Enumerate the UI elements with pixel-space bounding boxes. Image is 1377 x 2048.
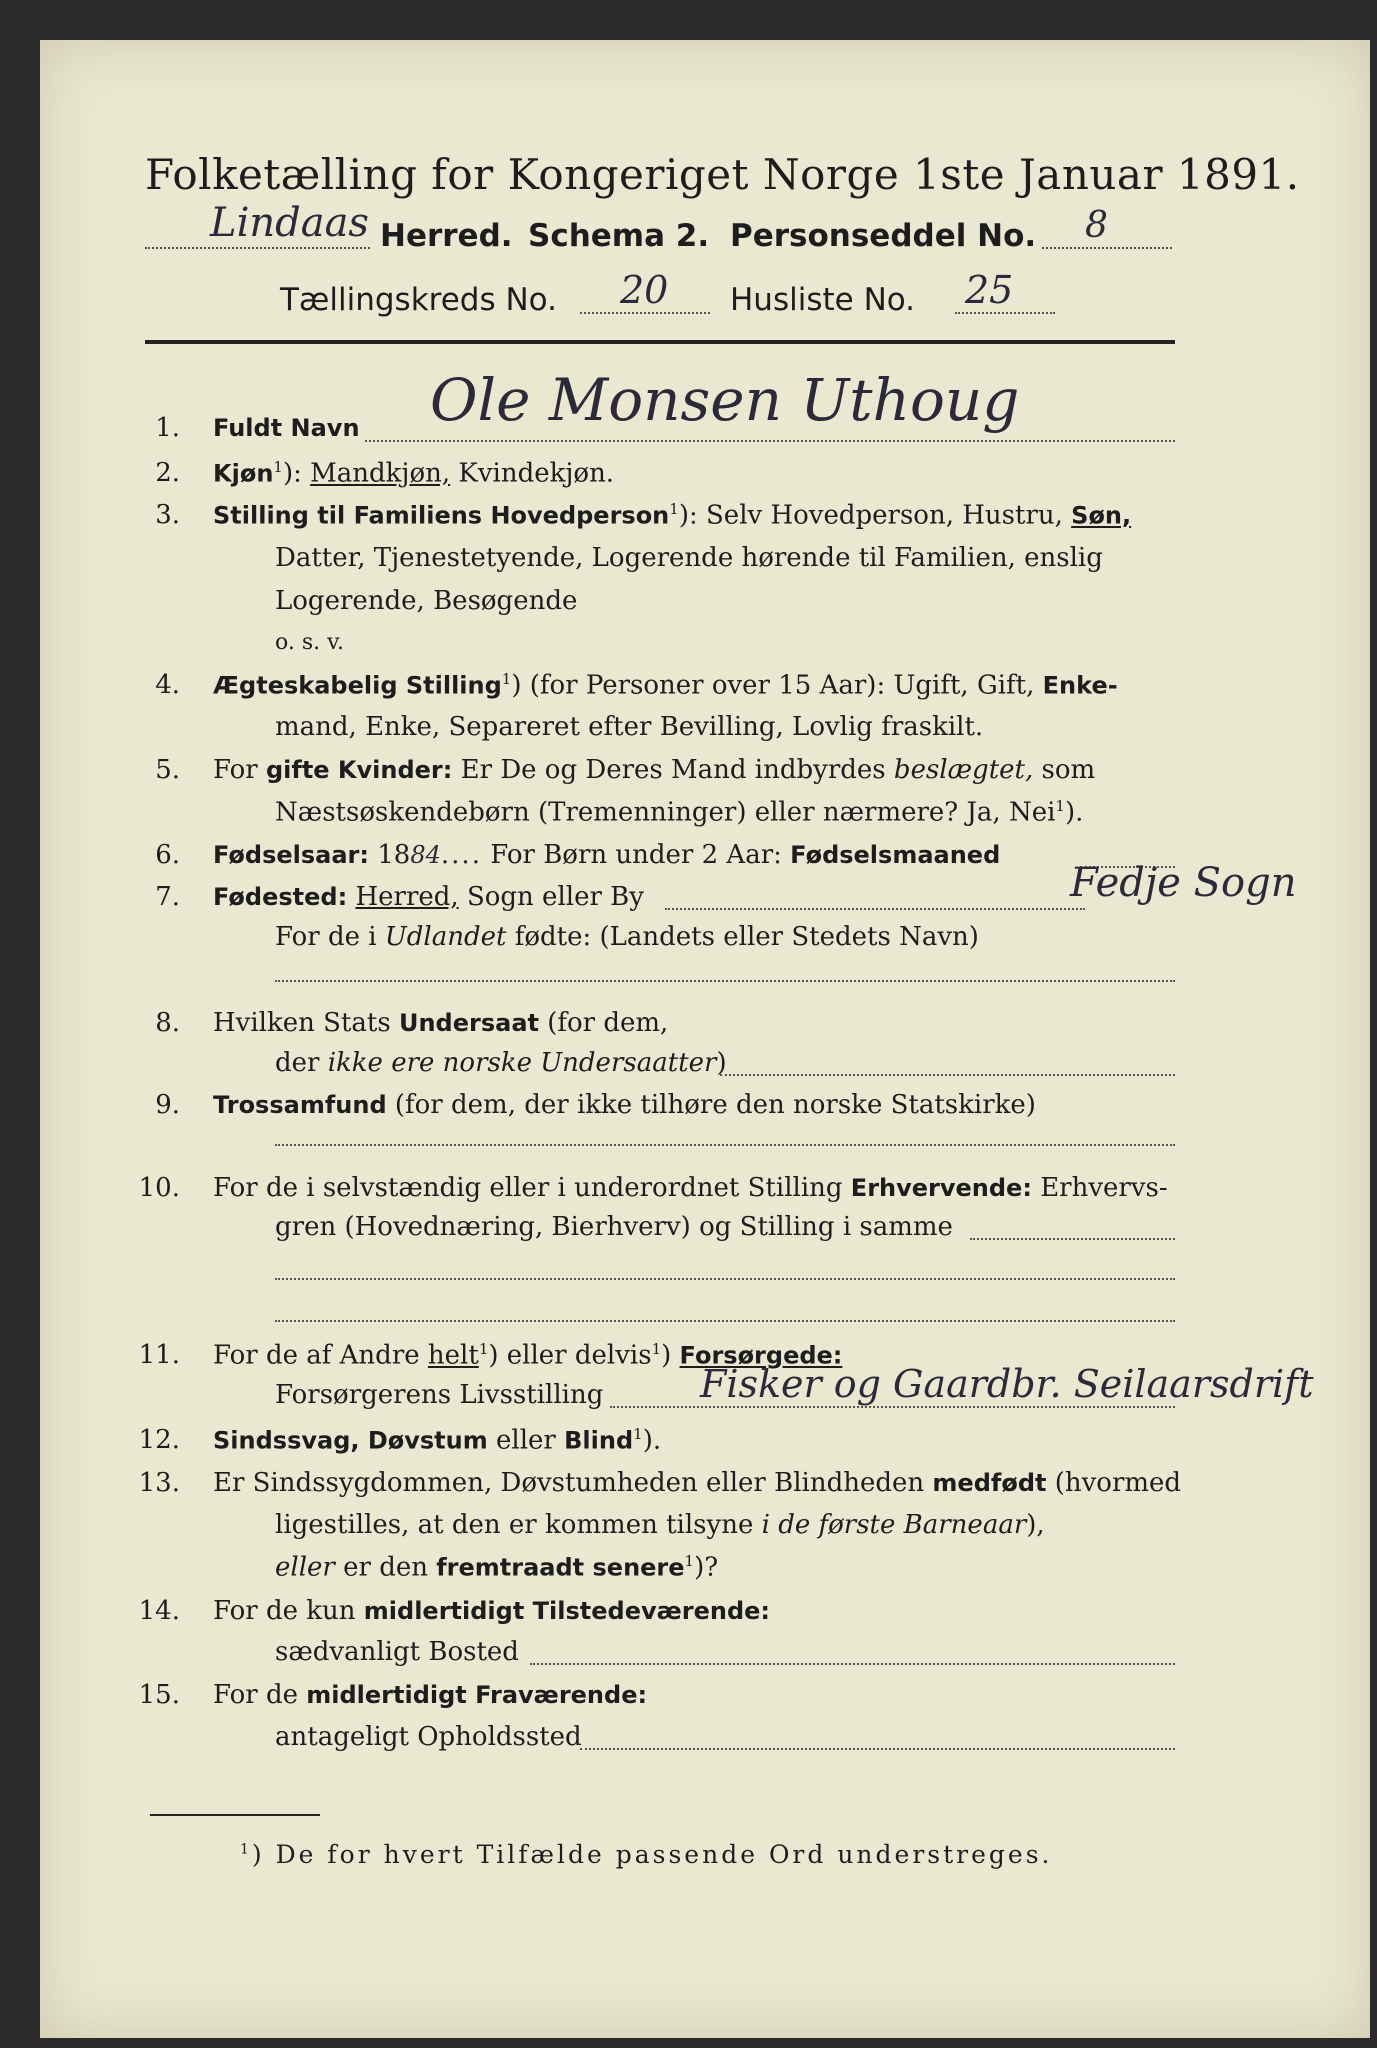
q11-line2: Forsørgerens Livsstilling <box>275 1380 604 1410</box>
q13-line2: ligestilles, at den er kommen tilsyne i de første Barneaar), <box>275 1510 1045 1540</box>
q13-line1: Er Sindssygdommen, Døvstumheden eller Blindheden medfødt (hvormed <box>213 1468 1182 1498</box>
q5-line1: For gifte Kvinder: Er De og Deres Mand indbyrdes beslægtet, som <box>213 755 1096 785</box>
item-number: 6. <box>155 840 180 870</box>
q3-line2: Datter, Tjenestetyende, Logerende hørende til Familien, enslig <box>275 543 1103 573</box>
item-number: 8. <box>155 1008 180 1038</box>
census-form-page <box>40 40 1370 2038</box>
footnote-rule <box>150 1814 320 1816</box>
q14-line2: sædvanligt Bosted <box>275 1637 519 1667</box>
husliste-label: Husliste No. <box>730 282 916 318</box>
q6-year-answer: 84 <box>410 841 441 869</box>
q10-line1: For de i selvstændig eller i underordnet Stilling Erhvervende: Erhvervs- <box>213 1173 1168 1203</box>
herred-label: Herred. <box>380 218 513 254</box>
item-number: 7. <box>155 882 180 912</box>
item-number: 2. <box>155 458 180 488</box>
q13-line3: eller er den fremtraadt senere$^1$)? <box>275 1552 719 1583</box>
q3-answer-son: Søn, <box>1071 501 1132 530</box>
taellingskreds-value: 20 <box>620 268 669 312</box>
q9-line: Trossamfund (for dem, der ikke tilhøre den norske Statskirke) <box>213 1090 1036 1120</box>
q1-answer-name: Ole Monsen Uthoug <box>430 366 1020 434</box>
q7-line2: For de i Udlandet fødte: (Landets eller Stedets Navn) <box>275 922 979 952</box>
item-number: 11. <box>138 1340 180 1370</box>
q3-line1: Stilling til Familiens Hovedperson$^1$): Selv Hovedperson, Hustru, Søn, <box>213 500 1132 531</box>
item-number: 15. <box>138 1680 180 1710</box>
personseddel-label: Personseddel No. <box>730 218 1037 254</box>
item-number: 9. <box>155 1090 180 1120</box>
q11-line1: For de af Andre helt$^1$) eller delvis$^1$) Forsørgede: <box>213 1340 843 1371</box>
q3-line3: Logerende, Besøgende <box>275 586 578 616</box>
q3-line4: o. s. v. <box>275 630 344 655</box>
q15-line2: antageligt Opholdssted <box>275 1722 582 1752</box>
q11-answer-helt: helt <box>427 1340 479 1371</box>
schema-label: Schema 2. <box>528 218 710 254</box>
q2-option-mandkjon: Mandkjøn, <box>310 458 451 489</box>
q15-line1: For de midlertidigt Fraværende: <box>213 1680 648 1710</box>
taellingskreds-label: Tællingskreds No. <box>280 282 557 318</box>
item-number: 1. <box>155 413 180 443</box>
q1-label: Fuldt Navn <box>213 414 360 442</box>
item-number: 3. <box>155 500 180 530</box>
q2-line: Kjøn$^1$): Mandkjøn, Kvindekjøn. <box>213 458 615 489</box>
q8-line2: der ikke ere norske Undersaatter) <box>275 1048 727 1078</box>
item-number: 4. <box>155 670 180 700</box>
q12-line: Sindssvag, Døvstum eller Blind$^1$). <box>213 1425 662 1456</box>
q6-line: Fødselsaar: 1884.... For Børn under 2 Aar: Fødselsmaaned <box>213 840 1001 870</box>
q4-line1: Ægteskabelig Stilling$^1$) (for Personer over 15 Aar): Ugift, Gift, Enke- <box>213 670 1118 701</box>
q11-answer-livsstilling: Fisker og Gaardbr. Seilaarsdrift <box>700 1362 1314 1406</box>
footnote: $^1$) De for hvert Tilfælde passende Ord understreges. <box>240 1840 1053 1869</box>
q5-line2: Næstsøskendebørn (Tremenninger) eller nærmere? Ja, Nei$^1$). <box>275 797 1084 828</box>
q7-answer-birthplace: Fedje Sogn <box>1070 860 1297 906</box>
q10-line2: gren (Hovednæring, Bierhverv) og Stilling i samme <box>275 1212 953 1242</box>
herred-handwritten: Lindaas <box>210 200 369 246</box>
husliste-value: 25 <box>965 268 1014 312</box>
header-rule <box>145 340 1175 344</box>
personseddel-value: 8 <box>1085 205 1108 246</box>
q7-answer-herred: Herred, <box>355 882 459 912</box>
q8-line1: Hvilken Stats Undersaat (for dem, <box>213 1008 669 1038</box>
q4-line2: mand, Enke, Separeret efter Bevilling, Lovlig fraskilt. <box>275 712 984 742</box>
item-number: 14. <box>138 1596 180 1626</box>
q7-line1: Fødested: Herred, Sogn eller By <box>213 882 644 912</box>
item-number: 12. <box>138 1425 180 1455</box>
item-number: 10. <box>138 1173 180 1203</box>
item-number: 13. <box>138 1468 180 1498</box>
form-title: Folketælling for Kongeriget Norge 1ste Januar 1891. <box>145 150 1300 199</box>
q14-line1: For de kun midlertidigt Tilstedeværende: <box>213 1596 771 1626</box>
item-number: 5. <box>155 755 180 785</box>
